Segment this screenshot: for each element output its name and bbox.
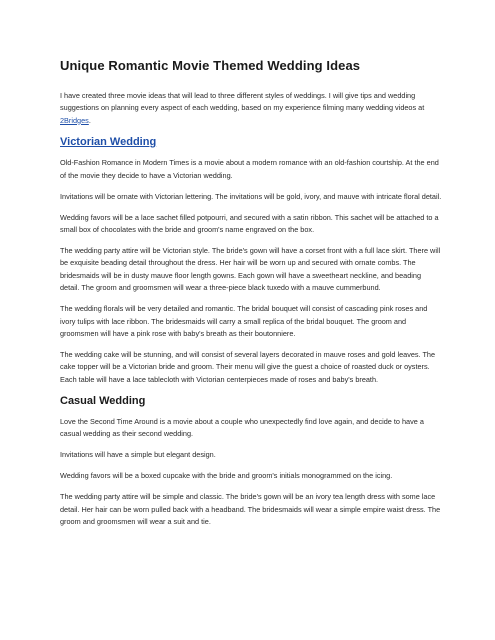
paragraph: Wedding favors will be a boxed cupcake with the bride and groom's initials monogrammed on the icing.: [60, 471, 393, 481]
intro-text: I have created three movie ideas that will lead to three different styles of weddings. I will give tips and wedding suggestions on planning every aspect of each wedding, based on my experience filming many wedding videos at: [60, 91, 425, 113]
paragraph: Invitations will be ornate with Victorian lettering. The invitations will be gold, ivory, and mauve with intricate floral detail.: [60, 191, 442, 201]
paragraph: The wedding florals will be very detailed and romantic. The bridal bouquet will consist of cascading pink roses and ivory tulips with lace ribbon. The bridesmaids will carry a small replica of the bridal bouquet. The groom and groomsmen will have a pink rose with baby's breath as their boutonniere.: [60, 304, 428, 339]
intro-text-end: .: [88, 115, 91, 125]
paragraph: Invitations will have a simple but elegant design.: [60, 450, 216, 460]
document-page: [60, 58, 442, 537]
paragraph: Old-Fashion Romance in Modern Times is a movie about a modern romance with an old-fashion courtship. At the end of the movie they decide to have a Victorian wedding.: [60, 158, 439, 180]
paragraph: The wedding cake will be stunning, and will consist of several layers decorated in mauve roses and gold leaves. The cake topper will be a Victorian bride and groom. Their menu will give the guest a choice of roasted duck or oysters. Each table will have a lace tablecloth with Victorian centerpieces made of roses and baby's breath.: [60, 350, 436, 384]
paragraph: The wedding party attire will be simple and classic. The bride's gown will be an ivory tea length dress with some lace detail. Her hair can be worn pulled back with a headband. The bridesmaids will wear a simple empire waist dress. The groom and groomsmen will wear a suit and tie.: [60, 492, 441, 527]
section-casual-wedding: [60, 395, 442, 529]
paragraph: Love the Second Time Around is a movie about a couple who unexpectedly find love again, and decide to have a casual wedding as their second wedding.: [60, 416, 424, 439]
2bridges-link[interactable]: 2Bridges: [60, 115, 89, 125]
section-victorian-wedding: [60, 136, 442, 386]
section-heading-casual: Casual Wedding: [60, 394, 146, 407]
paragraph: Wedding favors will be a lace sachet filled potpourri, and secured with a satin ribbon. This sachet will be attached to a small box of chocolates with the bride and groom's name engraved on the box.: [60, 212, 439, 235]
paragraph: The wedding party attire will be Victorian style. The bride's gown will have a corset front with a full lace skirt. There will be exquisite beading detail throughout the dress. Her hair will be worn up and secured with ornate combs. The bridesmaids will be in dusty mauve floor length gowns. Each gown will have a sweetheart neckline, and beading detail. The groom and groomsmen will wear a three-piece black tuxedo with a mauve cummerbund.: [60, 246, 441, 293]
intro-paragraph: [60, 90, 442, 127]
document-title: Unique Romantic Movie Themed Wedding Ideas: [60, 58, 361, 73]
section-heading-victorian[interactable]: Victorian Wedding: [60, 136, 157, 149]
